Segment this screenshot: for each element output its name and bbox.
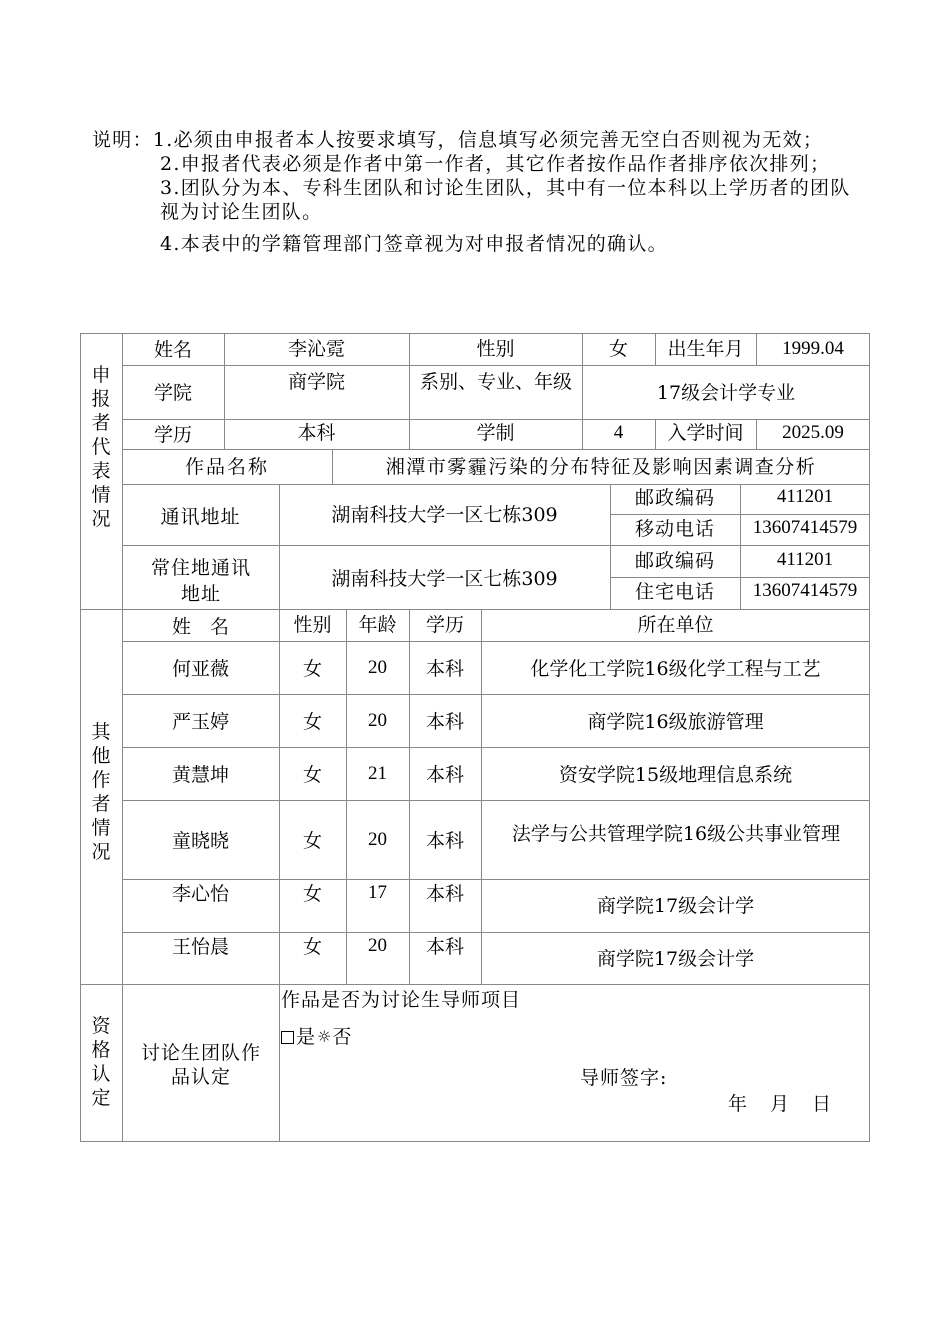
name-value: 李沁霓 — [287, 338, 345, 360]
author-degree: 本科 — [425, 936, 464, 958]
addr-value: 湖南科技大学一区七栋309 — [331, 504, 558, 526]
author-degree: 本科 — [425, 764, 464, 786]
birth-value: 1999.04 — [782, 338, 844, 359]
mentor-question: 作品是否为讨论生导师项目 — [281, 989, 522, 1011]
checkbox-yes[interactable] — [281, 1031, 294, 1044]
author-gender: 女 — [302, 658, 322, 680]
homephone-value: 13607414579 — [752, 580, 858, 601]
author-degree: 本科 — [425, 658, 464, 680]
author-name: 何亚薇 — [171, 658, 229, 680]
college-value: 商学院 — [287, 371, 345, 393]
author-age: 20 — [368, 829, 387, 850]
work-value: 湘潭市雾霾污染的分布特征及影响因素调查分析 — [385, 456, 817, 478]
postal-value: 411201 — [776, 486, 834, 507]
col-header-age: 年龄 — [358, 614, 397, 636]
dept-value: 17级会计学专业 — [656, 382, 796, 404]
author-name: 黄慧坤 — [171, 764, 229, 786]
section2-title-text: 其他作者情况 — [91, 721, 111, 863]
dept-label: 系别、专业、年级 — [419, 371, 572, 393]
author-unit: 商学院17级会计学 — [596, 948, 755, 970]
birth-label: 出生年月 — [667, 338, 744, 360]
note-1: 说明：1.必须由申报者本人按要求填写，信息填写必须完善无空白否则视为无效； — [92, 129, 824, 151]
qualify-label: 讨论生团队作品认定 — [140, 1042, 261, 1088]
section1-title-text: 申报者代表情况 — [91, 364, 111, 530]
author-unit: 商学院17级会计学 — [596, 895, 755, 917]
sign-date: 年 月 日 — [728, 1093, 834, 1115]
option-no-label: 否 — [332, 1026, 352, 1048]
col-header-gender: 性别 — [293, 614, 332, 636]
option-yes-label: 是 — [296, 1026, 316, 1048]
author-unit: 资安学院15级地理信息系统 — [558, 764, 793, 786]
author-age: 20 — [368, 935, 387, 956]
author-gender: 女 — [302, 883, 322, 905]
author-unit: 化学化工学院16级化学工程与工艺 — [530, 658, 821, 680]
college-label: 学院 — [153, 382, 192, 404]
author-name: 严玉婷 — [171, 711, 229, 733]
mentor-options — [281, 1025, 351, 1049]
note-3: 3.团队分为本、专科生团队和讨论生团队，其中有一位本科以上学历者的团队视为讨论生团队。 — [160, 177, 851, 223]
author-unit: 商学院16级旅游管理 — [587, 711, 764, 733]
homephone-label: 住宅电话 — [634, 581, 715, 603]
mentor-sign-label: 导师签字: — [580, 1067, 668, 1089]
author-age: 20 — [368, 710, 387, 731]
postal2-label: 邮政编码 — [634, 550, 715, 572]
author-gender: 女 — [302, 764, 322, 786]
addr-label: 通讯地址 — [160, 506, 241, 528]
author-age: 20 — [368, 657, 387, 678]
section2-title — [89, 720, 113, 864]
home-label: 常住地通讯地址 — [150, 557, 251, 605]
mobile-value: 13607414579 — [752, 517, 858, 538]
duration-value: 4 — [613, 422, 624, 443]
author-gender: 女 — [302, 711, 322, 733]
sun-checkbox-no-icon[interactable]: ☼ — [317, 1027, 332, 1046]
author-name: 李心怡 — [171, 883, 229, 905]
duration-label: 学制 — [476, 422, 515, 444]
author-degree: 本科 — [425, 883, 464, 905]
gender-label: 性别 — [476, 338, 515, 360]
col-header-degree: 学历 — [425, 614, 464, 636]
name-label: 姓名 — [153, 339, 192, 361]
gender-value: 女 — [608, 338, 628, 360]
author-age: 17 — [368, 882, 387, 903]
section3-title — [89, 1014, 113, 1110]
enroll-value: 2025.09 — [782, 422, 844, 443]
author-degree: 本科 — [425, 830, 464, 852]
instructions — [92, 128, 860, 256]
author-degree: 本科 — [425, 711, 464, 733]
note-2: 2.申报者代表必须是作者中第一作者，其它作者按作品作者排序依次排列； — [160, 153, 831, 175]
note-4: 4.本表中的学籍管理部门签章视为对申报者情况的确认。 — [160, 233, 668, 255]
col-header-unit: 所在单位 — [637, 614, 714, 636]
postal2-value: 411201 — [776, 549, 834, 570]
author-gender: 女 — [302, 830, 322, 852]
work-label: 作品名称 — [184, 456, 269, 478]
author-name: 童晓晓 — [171, 830, 229, 852]
postal-label: 邮政编码 — [634, 487, 715, 509]
section1-title — [89, 363, 113, 531]
degree-value: 本科 — [297, 422, 336, 444]
author-gender: 女 — [302, 936, 322, 958]
section3-title-text: 资格认定 — [91, 1015, 111, 1109]
author-unit: 法学与公共管理学院16级公共事业管理 — [511, 823, 841, 845]
mobile-label: 移动电话 — [634, 518, 715, 540]
author-age: 21 — [368, 763, 387, 784]
degree-label: 学历 — [153, 424, 192, 446]
author-name: 王怡晨 — [171, 936, 229, 958]
home-addr-value: 湖南科技大学一区七栋309 — [331, 568, 558, 590]
enroll-label: 入学时间 — [667, 422, 744, 444]
col-header-name: 姓 名 — [171, 616, 229, 638]
